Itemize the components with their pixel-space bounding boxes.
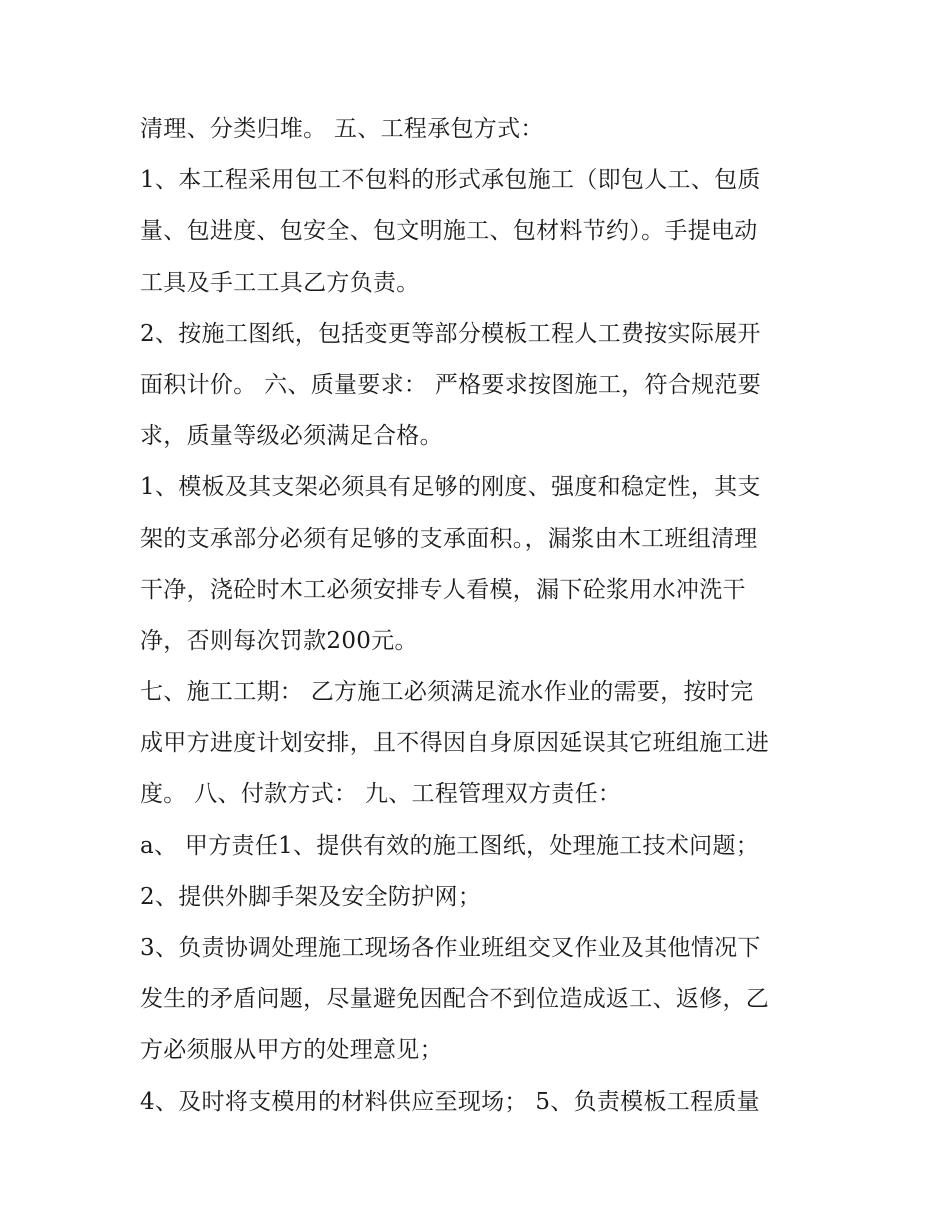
text-line: a、 甲方责任1、提供有效的施工图纸，处理施工技术问题； [140, 832, 760, 859]
text-line: 发生的矛盾问题，尽量避免因配合不到位造成返工、返修，乙 [140, 986, 770, 1013]
text-line: 方必须服从甲方的处理意见； [140, 1037, 443, 1064]
text-line: 工具及手工工具乙方负责。 [140, 269, 420, 296]
text-line: 求，质量等级必须满足合格。 [140, 423, 443, 450]
text-line: 1、本工程采用包工不包料的形式承包施工（即包人工、包质 [140, 167, 761, 194]
document-body [140, 104, 820, 1128]
text-line: 4、及时将支模用的材料供应至现场； 5、负责模板工程质量 [140, 1088, 760, 1115]
text-line: 干净，浇砼时木工必须安排专人看模，漏下砼浆用水冲洗干 [140, 576, 746, 603]
text-line: 七、施工工期： 乙方施工必须满足流水作业的需要，按时完 [140, 679, 754, 706]
text-line: 量、包进度、包安全、包文明施工、包材料节约）。手提电动 [140, 218, 758, 245]
text-line: 1、模板及其支架必须具有足够的刚度、强度和稳定性，其支 [140, 474, 761, 501]
text-line: 净，否则每次罚款200元。 [140, 627, 418, 654]
text-line: 面积计价。 六、质量要求： 严格要求按图施工，符合规范要 [140, 371, 762, 398]
text-line: 2、提供外脚手架及安全防护网； [140, 883, 482, 910]
text-line: 架的支承部分必须有足够的支承面积。，漏浆由木工班组清理 [140, 525, 758, 552]
text-line: 成甲方进度计划安排，且不得因自身原因延误其它班组施工进 [140, 730, 770, 757]
text-line: 清理、分类归堆。 五、工程承包方式： [140, 116, 544, 142]
text-line: 度。 八、付款方式： 九、工程管理双方责任： [140, 781, 622, 808]
text-line: 3、负责协调处理施工现场各作业班组交叉作业及其他情况下 [140, 935, 761, 961]
text-line: 2、按施工图纸，包括变更等部分模板工程人工费按实际展开 [140, 320, 761, 347]
